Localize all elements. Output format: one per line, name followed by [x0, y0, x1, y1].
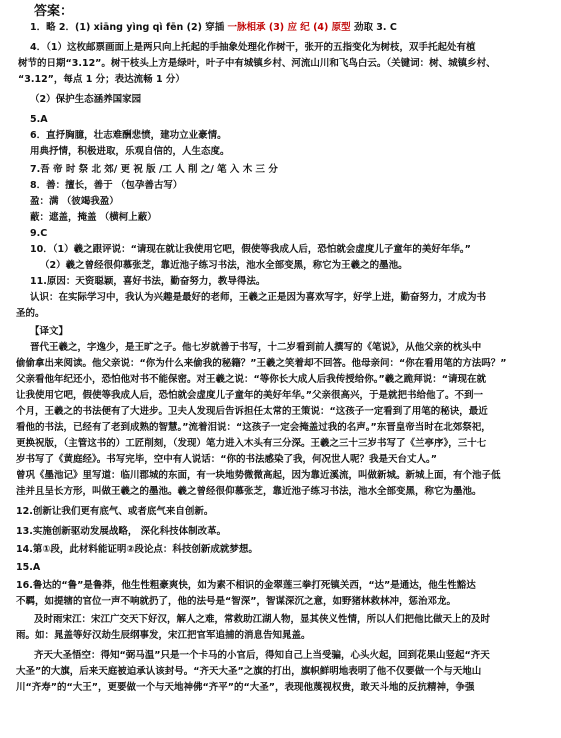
q8-line-3: 蔽：遮盖，掩盖 （横柯上蔽）	[30, 212, 157, 223]
translation-line-10: 洼并且呈长方形，叫做王羲之的墨池。羲之曾经很仰慕张芝，靠近池子练习书法，池水全部变黑，称它为墨池。	[16, 486, 482, 497]
q6-line-1: 6．直抒胸臆，壮志难酬悲愤，建功立业豪情。	[30, 130, 227, 141]
translation-line-3: 父亲看他年纪还小，恐怕他对书不能保密。对王羲之说：“等你长大成人后我传授给你。”羲之跪拜说：“请现在就	[16, 374, 486, 385]
q11-line-2: 认识：在实际学习中，我认为兴趣是最好的老师，王羲之正是因为喜欢写字，好学上进，勤奋努力，才成为书	[30, 292, 487, 303]
q10-line-2: （2）羲之曾经很仰慕张芝，靠近池子练习书法，池水全部变黑，称它为王羲之的墨池。	[40, 260, 408, 271]
translation-label: 【译文】	[30, 326, 69, 337]
q6-line-2: 用典抒情，积极进取，乐观自信的，人生态度。	[30, 146, 230, 157]
q16-line-3: 及时雨宋江：宋江广交天下好汉，解人之难，常救助江湖人物，显其侠义性情，所以人们把他比做天上的及时	[34, 614, 491, 625]
q16-line-7: 川“齐寿”的“大王”，更要做一个与天地神佛“齐平”的“大圣”，表现他蔑视权贵，敢天斗地的反抗精神，争强	[16, 682, 475, 693]
q16-line-5: 齐天大圣悟空：得知“弼马温”只是一个卡马的小官后，得知自己上当受骗，心头火起，回到花果山竖起“齐天	[34, 650, 490, 661]
answers-1-3-prefix: 1．略 2．(1) xiāng yìng qì fēn (2) 穿插	[30, 22, 225, 33]
q10-line-1: 10．（1）羲之跟评说：“请现在就让我使用它吧，假使等我成人后，恐怕就会虚度儿子童年的美好年华。”	[30, 244, 471, 255]
q16-line-6: 大圣”的大旗，后来天庭被迫承认该封号。“齐天大圣”之旗的打出，旗帜鲜明地表明了他不仅要做一个与天地山	[16, 666, 482, 677]
q8-line-1: 8．善：擅长，善于 （包孕善古写）	[30, 180, 183, 191]
translation-line-8: 岁书写了《黄庭经》。书写完毕，空中有人说话：“你的书法感染了我，何况世人呢？我是天台丈人。”	[16, 454, 437, 465]
answers-1-3-red: 一脉相承 (3) 应 纪 (4) 原型	[227, 22, 351, 33]
q7: 7.吾 帝 时 祭 北 郊/ 更 祝 版 /工 人 削 之/ 笔 入 木 三 分	[30, 164, 278, 175]
q14: 14.第①段，此材料能证明②段论点：科技创新成就梦想。	[16, 544, 258, 555]
q16-line-2: 不羁，如提辖的官位一声不响就扔了，他的法号是“智深”，智谋深沉之意，如野猪林救林冲，惩治邓龙。	[16, 596, 456, 607]
q4-line-2: 树节的日期“3.12”。树干枝头上方是绿叶，叶子中有城镇乡村、河流山川和飞鸟白云。（关键词：树、城镇乡村、	[18, 58, 496, 69]
translation-line-2: 偷偷拿出来阅读。他父亲说：“你为什么来偷我的秘籍？”王羲之笑着却不回答。他母亲问：“你在看用笔的方法吗？”	[16, 358, 507, 369]
q15: 15.A	[16, 562, 41, 573]
q11-line-3: 圣的。	[16, 308, 45, 319]
q16-line-1: 16.鲁达的“鲁”是鲁莽，他生性粗豪爽快，如为素不相识的金翠莲三拳打死镇关西，“达”是通达，他生性豁达	[16, 580, 476, 591]
translation-line-5: 个月，王羲之的书法便有了大进步。卫夫人发现后告诉担任太常的王策说：“这孩子一定看到了用笔的秘诀，最近	[16, 406, 488, 417]
page-title: 答案：	[34, 4, 74, 19]
q4-line-3: “3.12”，每点 1 分；表达流畅 1 分）	[18, 74, 185, 85]
translation-line-9: 曾巩《墨池记》里写道：临川郡城的东面，有一块地势微微高起，因为靠近溪流，叫做新城。新城上面，有个池子低	[16, 470, 501, 481]
q16-line-4: 雨。如：晁盖等好汉劫生辰纲事发，宋江把官军追捕的消息告知晁盖。	[16, 630, 311, 641]
q11-line-1: 11.原因：天资聪颖，喜好书法，勤奋努力，教导得法。	[30, 276, 266, 287]
q5: 5.A	[30, 114, 48, 125]
translation-line-7: 更换祝版，（主管这书的）工匠削刻，（发现）笔力进入木头有三分深。王羲之三十三岁书写了《兰亭序》，三十七	[16, 438, 487, 449]
q13: 13.实施创新驱动发展战略， 深化科技体制改革。	[16, 526, 227, 537]
translation-line-1: 晋代王羲之，字逸少，是王旷之子。他七岁就善于书写，十二岁看到前人撰写的《笔说》，从他父亲的枕头中	[30, 342, 482, 353]
translation-line-4: 让我使用它吧，假使等我成人后，恐怕就会虚度儿子童年的美好年华。”父亲很高兴，于是就把书给他了。不到一	[16, 390, 483, 401]
q4-line-1: 4．（1）这枚邮票画面上是两只向上托起的手抽象处理化作树干，张开的五指变化为树枝，双手托起处有植	[30, 42, 476, 53]
q4-line-4: （2）保护生态涵养国家园	[30, 94, 142, 105]
q9: 9.C	[30, 228, 48, 239]
translation-line-6: 看他的书法，已经有了老到成熟的智慧。”流着泪说：“这孩子一定会掩盖过我的名声。”东晋皇帝当时在北郊祭祀，	[16, 422, 491, 433]
q8-line-2: 盈：满 （彼竭我盈）	[30, 196, 119, 207]
q12: 12.创新让我们更有底气、或者底气来自创新。	[16, 506, 214, 517]
answers-1-3	[30, 22, 397, 34]
answers-1-3-suffix: 劲取 3. C	[353, 22, 397, 33]
